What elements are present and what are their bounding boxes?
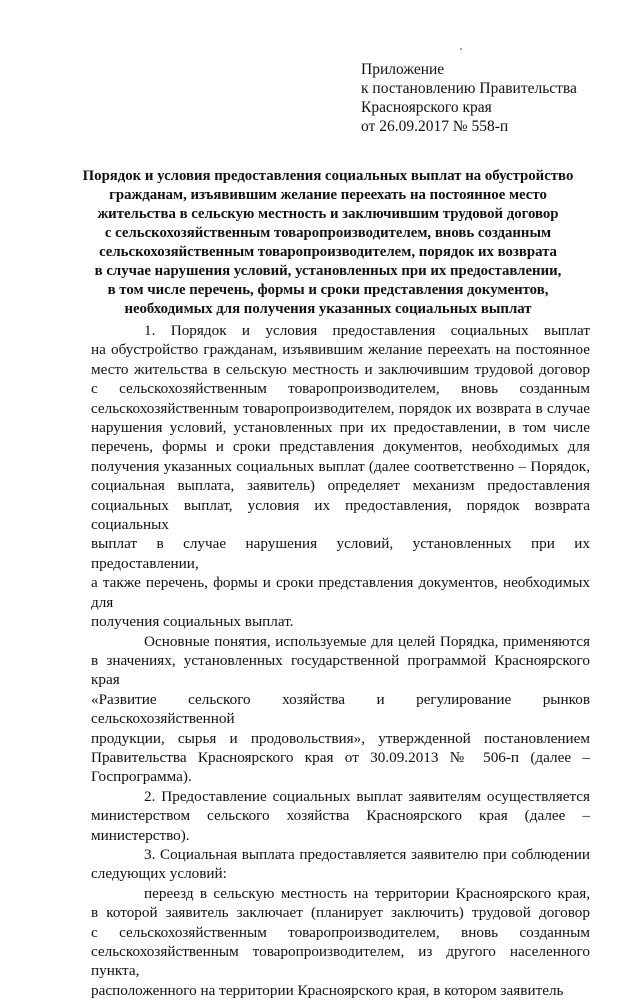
paragraph-line: а также перечень, формы и сроки представления документов, необходимых для (91, 574, 590, 611)
paragraph-line: 3. Социальная выплата предоставляется заявителю при соблюдении (144, 845, 590, 863)
paragraph-line: с сельскохозяйственным товаропроизводителем, вновь созданным (91, 380, 590, 398)
scan-speck (460, 48, 462, 50)
paragraph-line: переезд в сельскую местность на территории Красноярского края, (144, 884, 590, 902)
document-body (91, 321, 590, 1000)
paragraph-line: место жительства в сельскую местность и заключившим трудовой договор (91, 360, 590, 378)
title-line: в случае нарушения условий, установленных при их предоставлении, (94, 263, 562, 279)
paragraph-line: министерство). (91, 826, 190, 844)
paragraph (91, 787, 590, 845)
paragraph-line: расположенного на территории Красноярского края, в котором заявитель (91, 981, 564, 999)
paragraph-line: 2. Предоставление социальных выплат заявителям осуществляется (144, 787, 590, 805)
paragraph-line: сельскохозяйственным товаропроизводителем, из другого населенного пункта, (91, 943, 590, 980)
paragraph-line: сельскохозяйственным товаропроизводителем, порядок их возврата в случае (91, 399, 590, 417)
paragraph-line: перечень, формы и сроки представления документов, необходимых для (91, 438, 590, 456)
paragraph-line: Основные понятия, используемые для целей Порядка, применяются (144, 632, 590, 650)
paragraph-line: получения социальных выплат. (91, 613, 294, 631)
paragraph-line: социальная выплата, заявитель) определяет механизм предоставления (91, 477, 590, 495)
paragraph-line: Госпрограмма). (91, 768, 192, 786)
paragraph-line: с сельскохозяйственным товаропроизводителем, вновь созданным (91, 923, 590, 941)
paragraph (91, 632, 590, 787)
paragraph-line: на обустройство гражданам, изъявившим желание переехать на постоянное (91, 341, 590, 359)
appendix-line: к постановлению Правительства (361, 80, 577, 97)
title-line: с сельскохозяйственным товаропроизводителем, вновь созданным (104, 225, 552, 241)
paragraph-line: выплат в случае нарушения условий, установленных при их предоставлении, (91, 535, 590, 572)
document-title (60, 167, 596, 319)
appendix-block (361, 60, 621, 136)
paragraph-line: социальных выплат, условия их предоставления, порядок возврата социальных (91, 496, 590, 534)
title-line: в том числе перечень, формы и сроки представления документов, (107, 282, 549, 298)
appendix-line: Красноярского края (361, 99, 492, 116)
paragraph-line: 1. Порядок и условия предоставления социальных выплат (144, 322, 590, 339)
appendix-line: от 26.09.2017 № 558-п (361, 118, 509, 135)
appendix-line: Приложение (361, 61, 445, 78)
paragraph-line: министерством сельского хозяйства Красноярского края (далее – (91, 807, 590, 825)
title-line: Порядок и условия предоставления социальных выплат на обустройство (82, 168, 574, 184)
paragraph-line: Правительства Красноярского края от 30.09.2013 № 506-п (далее – (91, 748, 590, 766)
paragraph (91, 321, 590, 632)
paragraph (91, 884, 590, 1000)
paragraph-line: «Развитие сельского хозяйства и регулирование рынков сельскохозяйственной (91, 690, 590, 728)
title-line: необходимых для получения указанных социальных выплат (124, 301, 532, 317)
title-line: жительства в сельскую местность и заключившим трудовой договор (97, 206, 559, 222)
paragraph-line: получения указанных социальных выплат (далее соответственно – Порядок, (91, 457, 590, 475)
title-line: сельскохозяйственным товаропроизводителем, порядок их возврата (99, 244, 557, 260)
paragraph-line: следующих условий: (91, 865, 227, 883)
paragraph-line: в значениях, установленных государственной программой Красноярского края (91, 651, 590, 689)
paragraph-line: нарушения условий, установленных при их предоставлении, в том числе (91, 419, 590, 437)
paragraph-line: продукции, сырья и продовольствия», утвержденной постановлением (91, 729, 590, 747)
paragraph (91, 845, 590, 884)
paragraph-line: в которой заявитель заключает (планирует заключить) трудовой договор (91, 904, 590, 922)
title-line: гражданам, изъявившим желание переехать на постоянное место (109, 187, 547, 203)
